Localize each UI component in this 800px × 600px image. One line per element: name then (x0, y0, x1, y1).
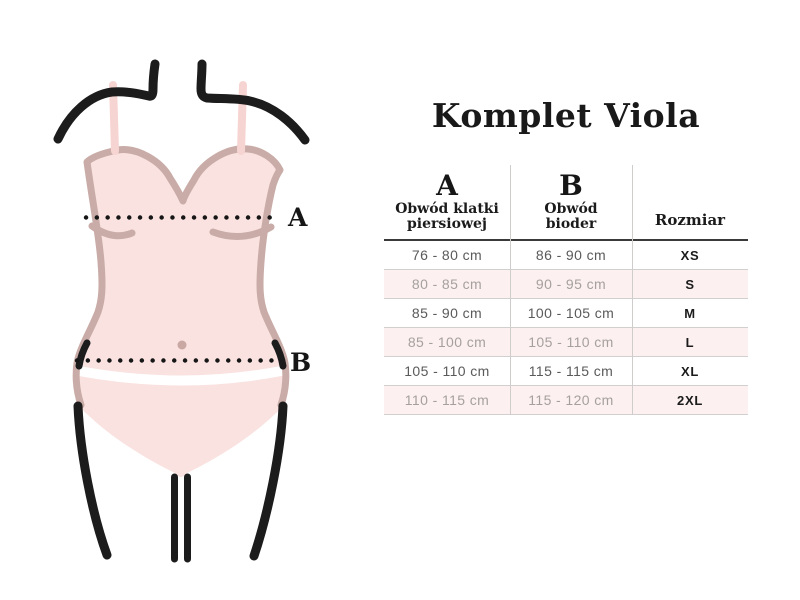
header-label-chest: Obwód klatki piersiowej (395, 200, 499, 232)
table-row (384, 270, 748, 299)
column-separator (632, 165, 633, 415)
size-cell: S (685, 276, 695, 292)
bust-line-label: A (288, 203, 308, 232)
hips-cell: 115 - 115 cm (528, 363, 614, 379)
table-row (384, 241, 748, 270)
size-cell: XS (680, 247, 700, 263)
header-letter-a: A (436, 168, 458, 202)
header-chest (384, 165, 510, 239)
page-title: Komplet Viola (431, 96, 701, 135)
shoulder-arm-lines (58, 64, 305, 140)
size-cell: 2XL (677, 392, 703, 408)
table-body (384, 241, 748, 415)
hip-line-label: B (290, 348, 312, 377)
table-row (384, 299, 748, 328)
hips-cell: 100 - 105 cm (527, 305, 615, 321)
header-letter-b: B (559, 168, 583, 202)
table-row (384, 386, 748, 415)
hips-cell: 86 - 90 cm (535, 247, 607, 263)
size-table (384, 165, 748, 415)
body-silhouette (76, 149, 286, 477)
header-size (632, 165, 748, 239)
chest-cell: 85 - 100 cm (407, 334, 487, 350)
hips-cell: 90 - 95 cm (535, 276, 607, 292)
table-header (384, 165, 748, 241)
hips-cell: 115 - 120 cm (528, 392, 614, 408)
chest-cell: 85 - 90 cm (411, 305, 483, 321)
chest-cell: 76 - 80 cm (411, 247, 483, 263)
header-label-hips: Obwód bioder (544, 200, 598, 232)
header-hips (510, 165, 632, 239)
navel-dot (178, 341, 187, 350)
size-guide-illustration (0, 0, 380, 600)
table-row (384, 357, 748, 386)
size-cell: XL (680, 363, 699, 379)
size-cell: L (685, 334, 695, 350)
chest-cell: 105 - 110 cm (404, 363, 490, 379)
table-row (384, 328, 748, 357)
header-label-size: Rozmiar (654, 210, 726, 229)
size-cell: M (684, 305, 696, 321)
chest-cell: 110 - 115 cm (404, 392, 490, 408)
hips-cell: 105 - 110 cm (528, 334, 614, 350)
chest-cell: 80 - 85 cm (411, 276, 483, 292)
column-separator (510, 165, 511, 415)
